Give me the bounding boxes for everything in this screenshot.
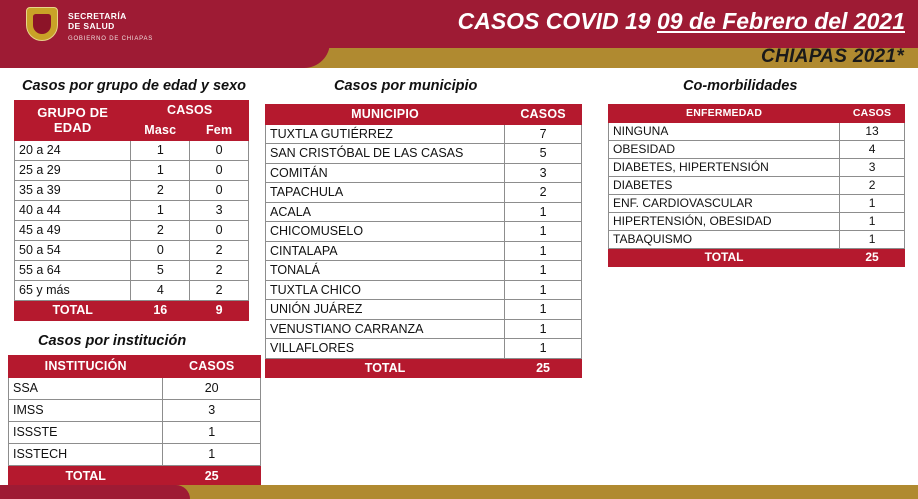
table-row [9, 444, 261, 466]
cell-enfermedad: TABAQUISMO [609, 231, 840, 249]
section-title-edad: Casos por grupo de edad y sexo [22, 78, 246, 94]
cell-casos: 1 [840, 231, 905, 249]
table-row [9, 422, 261, 444]
shield-icon [26, 7, 58, 41]
total-label: TOTAL [266, 358, 505, 378]
table-row [15, 281, 249, 301]
cell-casos: 1 [505, 319, 582, 339]
table-row [609, 177, 905, 195]
cell-masc: 1 [131, 201, 190, 221]
cell-institucion: IMSS [9, 400, 163, 422]
table-row [266, 163, 582, 183]
org-line-2: DE SALUD [68, 20, 115, 31]
cell-casos: 2 [840, 177, 905, 195]
table-row [266, 222, 582, 242]
cell-masc: 1 [131, 141, 190, 161]
table-row [609, 141, 905, 159]
cell-casos: 3 [505, 163, 582, 183]
cell-casos: 1 [840, 213, 905, 231]
cell-casos: 1 [163, 444, 261, 466]
total-casos: 25 [840, 249, 905, 267]
cell-grupo: 20 a 24 [15, 141, 131, 161]
table-row [266, 241, 582, 261]
org-line-3: GOBIERNO DE CHIAPAS [68, 36, 154, 43]
cell-casos: 1 [505, 241, 582, 261]
table-row [266, 319, 582, 339]
section-title-municipio: Casos por municipio [334, 78, 478, 94]
cell-fem: 3 [190, 201, 249, 221]
total-label: TOTAL [15, 301, 131, 321]
cell-municipio: ACALA [266, 202, 505, 222]
table-casos-por-municipio [265, 104, 582, 378]
table-row [609, 231, 905, 249]
cell-municipio: COMITÁN [266, 163, 505, 183]
cell-grupo: 40 a 44 [15, 201, 131, 221]
footer-red-accent [0, 485, 190, 499]
table-row [266, 144, 582, 164]
table-row [266, 202, 582, 222]
col-casos: CASOS [840, 105, 905, 123]
cell-masc: 2 [131, 221, 190, 241]
col-grupo-edad: GRUPO DE EDAD [15, 101, 131, 141]
cell-grupo: 35 a 39 [15, 181, 131, 201]
cell-enfermedad: DIABETES [609, 177, 840, 195]
total-masc: 16 [131, 301, 190, 321]
table-comorbilidades [608, 104, 905, 267]
page-title-main: CASOS COVID 19 [457, 8, 651, 34]
col-fem: Fem [190, 121, 249, 141]
total-label: TOTAL [9, 466, 163, 488]
cell-casos: 7 [505, 124, 582, 144]
cell-casos: 1 [840, 195, 905, 213]
table-casos-por-institucion [8, 355, 261, 488]
cell-municipio: VENUSTIANO CARRANZA [266, 319, 505, 339]
cell-casos: 3 [840, 159, 905, 177]
cell-masc: 1 [131, 161, 190, 181]
cell-municipio: CHICOMUSELO [266, 222, 505, 242]
page-subtitle: CHIAPAS 2021* [761, 46, 904, 67]
cell-enfermedad: DIABETES, HIPERTENSIÓN [609, 159, 840, 177]
cell-casos: 1 [505, 339, 582, 359]
cell-enfermedad: HIPERTENSIÓN, OBESIDAD [609, 213, 840, 231]
table-row [609, 213, 905, 231]
table-total-row [266, 358, 582, 378]
col-masc: Masc [131, 121, 190, 141]
table-row [266, 280, 582, 300]
cell-municipio: VILLAFLORES [266, 339, 505, 359]
cell-municipio: TONALÁ [266, 261, 505, 281]
cell-institucion: ISSSTE [9, 422, 163, 444]
cell-masc: 5 [131, 261, 190, 281]
section-title-institucion: Casos por institución [38, 333, 187, 349]
cell-casos: 1 [505, 202, 582, 222]
cell-casos: 1 [505, 300, 582, 320]
col-enfermedad: ENFERMEDAD [609, 105, 840, 123]
cell-casos: 4 [840, 141, 905, 159]
table-row [266, 300, 582, 320]
table-row [609, 195, 905, 213]
cell-municipio: TUXTLA GUTIÉRREZ [266, 124, 505, 144]
table-row [15, 241, 249, 261]
table-header-row [266, 105, 582, 125]
cell-casos: 3 [163, 400, 261, 422]
table-row [15, 181, 249, 201]
cell-municipio: TUXTLA CHICO [266, 280, 505, 300]
section-title-comorbilidades: Co-morbilidades [683, 78, 798, 94]
total-casos: 25 [505, 358, 582, 378]
col-institucion: INSTITUCIÓN [9, 356, 163, 378]
table-row [609, 159, 905, 177]
col-casos: CASOS [163, 356, 261, 378]
cell-enfermedad: ENF. CARDIOVASCULAR [609, 195, 840, 213]
government-seal-icon [22, 5, 64, 49]
cell-masc: 0 [131, 241, 190, 261]
cell-casos: 1 [505, 261, 582, 281]
page-title-date: 09 de Febrero del 2021 [656, 8, 905, 34]
cell-fem: 2 [190, 241, 249, 261]
cell-casos: 1 [163, 422, 261, 444]
cell-municipio: TAPACHULA [266, 183, 505, 203]
cell-fem: 2 [190, 261, 249, 281]
organization-name [68, 12, 153, 43]
table-row [15, 221, 249, 241]
cell-municipio: SAN CRISTÓBAL DE LAS CASAS [266, 144, 505, 164]
table-row [15, 161, 249, 181]
cell-municipio: UNIÓN JUÁREZ [266, 300, 505, 320]
cell-municipio: CINTALAPA [266, 241, 505, 261]
col-casos: CASOS [131, 101, 249, 121]
cell-grupo: 45 a 49 [15, 221, 131, 241]
table-header-row [9, 356, 261, 378]
table-header-row [609, 105, 905, 123]
cell-casos: 20 [163, 378, 261, 400]
table-row [15, 201, 249, 221]
table-header-row [15, 101, 249, 121]
table-row [266, 261, 582, 281]
cell-grupo: 50 a 54 [15, 241, 131, 261]
cell-masc: 2 [131, 181, 190, 201]
cell-enfermedad: NINGUNA [609, 123, 840, 141]
page-title [380, 8, 905, 35]
table-row [266, 124, 582, 144]
cell-casos: 2 [505, 183, 582, 203]
table-row [266, 339, 582, 359]
cell-fem: 0 [190, 221, 249, 241]
table-row [266, 183, 582, 203]
cell-masc: 4 [131, 281, 190, 301]
cell-grupo: 55 a 64 [15, 261, 131, 281]
table-row [15, 261, 249, 281]
cell-enfermedad: OBESIDAD [609, 141, 840, 159]
table-row [609, 123, 905, 141]
cell-grupo: 65 y más [15, 281, 131, 301]
org-line-1: SECRETARÍA [68, 11, 127, 21]
table-row [9, 400, 261, 422]
table-total-row [15, 301, 249, 321]
cell-casos: 5 [505, 144, 582, 164]
cell-casos: 1 [505, 222, 582, 242]
cell-fem: 0 [190, 161, 249, 181]
cell-institucion: SSA [9, 378, 163, 400]
table-total-row [609, 249, 905, 267]
table-row [9, 378, 261, 400]
table-casos-por-edad [14, 100, 249, 321]
cell-grupo: 25 a 29 [15, 161, 131, 181]
table-row [15, 141, 249, 161]
total-fem: 9 [190, 301, 249, 321]
col-municipio: MUNICIPIO [266, 105, 505, 125]
cell-fem: 2 [190, 281, 249, 301]
cell-casos: 1 [505, 280, 582, 300]
cell-casos: 13 [840, 123, 905, 141]
total-label: TOTAL [609, 249, 840, 267]
cell-fem: 0 [190, 181, 249, 201]
cell-fem: 0 [190, 141, 249, 161]
col-casos: CASOS [505, 105, 582, 125]
cell-institucion: ISSTECH [9, 444, 163, 466]
total-casos: 25 [163, 466, 261, 488]
